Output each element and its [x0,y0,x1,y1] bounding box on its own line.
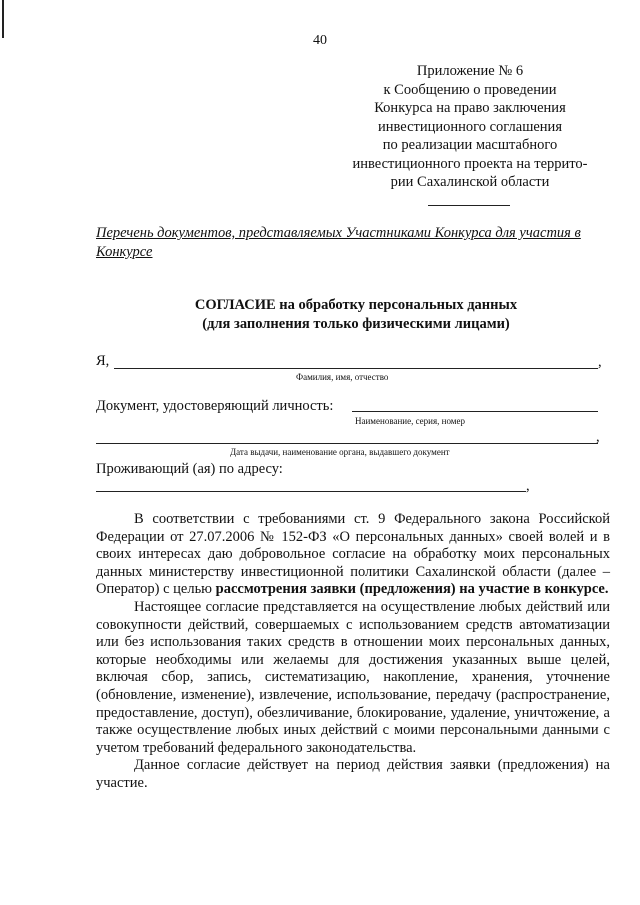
issue-details-field[interactable] [96,443,598,444]
address-label: Проживающий (ая) по адресу: [96,461,283,477]
appendix-line: по реализации масштабного [382,137,558,153]
consent-paragraph-1 [96,511,610,599]
appendix-line: Приложение № 6 [416,63,524,79]
page-number: 40 [313,33,327,48]
documents-list-title: Перечень документов, представляемых Участниками Конкурса для участия в Конкурсе [96,225,581,260]
consent-title-line2: (для заполнения только физическими лицами) [202,316,510,332]
consent-title [96,296,616,334]
address-field[interactable] [96,491,526,492]
full-name-field[interactable] [114,368,598,369]
issue-comma: , [596,429,600,445]
consent-paragraph-1-text: В соответствии с требованиями ст. 9 Федерального закона Российской Федерации от 27.07.2006 № 152-ФЗ «О персональных данных» своей волей и в своих интересах даю добровольное согласие на обработку моих персональных данных министерству инвестиционной политики Сахалинской области (далее – Оператор) с целью [96,511,610,598]
appendix-line: к Сообщению о проведении [383,81,557,98]
id-document-label: Документ, удостоверяющий личность: [96,398,334,414]
appendix-line: рии Сахалинской области [390,174,550,190]
consent-paragraph-3: Данное согласие действует на период действия заявки (предложения) на участие. [96,757,610,791]
id-document-caption: Наименование, серия, номер [355,416,465,426]
name-comma: , [598,354,602,370]
i-label: Я, [96,353,110,369]
appendix-signature-rule [428,205,510,206]
appendix-line: Конкурса на право заключения [374,100,566,116]
consent-paragraph-2: Настоящее согласие представляется на осуществление любых действий или совокупности действий, совершаемых с использованием средств автоматизации или без использования таких средств в отношении моих персональных данных, которые необходимы или желаемы для достижения указанных выше целей, включая сбор, запись, систематизацию, накопление, хранения, уточнение (обновление, изменение), извлечение, использование, передачу (распространение, предоставление, доступ), обезличивание, блокирование, удаление, уничтожение, а также осуществление любых иных действий с моими персональными данными с учетом требований федерального законодательства. [96,598,610,756]
id-document-field[interactable] [352,411,598,412]
issue-details-caption: Дата выдачи, наименование органа, выдавшего документ [230,447,450,457]
full-name-caption: Фамилия, имя, отчество [296,372,389,382]
consent-purpose: рассмотрения заявки (предложения) на участие в конкурсе. [215,581,609,598]
consent-body [96,511,610,793]
address-comma: , [526,478,530,494]
appendix-line: инвестиционного соглашения [378,118,562,135]
appendix-line: инвестиционного проекта на террито- [352,155,588,172]
consent-title-line1: СОГЛАСИЕ на обработку персональных данных [194,297,518,313]
appendix-header [335,62,605,192]
